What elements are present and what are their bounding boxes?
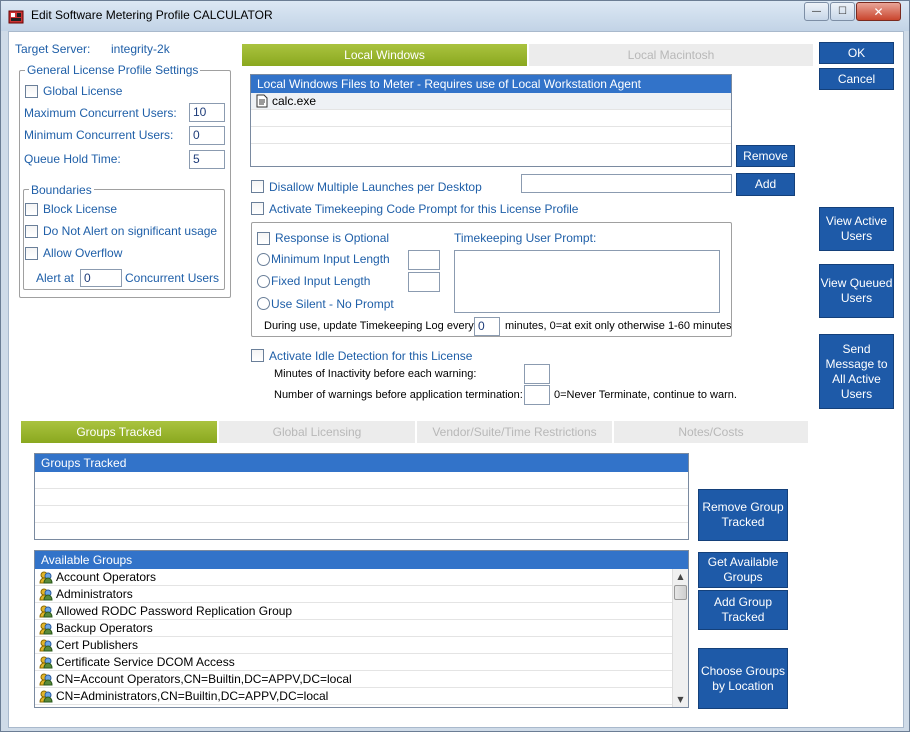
tab-groups-tracked[interactable]: Groups Tracked [21,421,217,443]
min-input-label: Minimum Input Length [271,252,390,266]
response-optional-label: Response is Optional [275,231,390,245]
activate-timekeeping-checkbox[interactable] [251,202,264,215]
group-icon [39,655,53,669]
document-icon [255,94,269,108]
disallow-multiple-checkbox[interactable] [251,180,264,193]
block-license-checkbox[interactable] [25,203,38,216]
list-item [35,506,688,523]
list-item[interactable] [35,637,672,654]
group-name: CN=Account Operators,CN=Builtin,DC=APPV,DC=local [56,672,352,686]
user-prompt-textarea[interactable] [454,250,720,313]
available-groups-scrollbar[interactable] [672,569,688,707]
queue-hold-input[interactable]: 5 [189,150,225,169]
list-item[interactable] [35,620,672,637]
group-name: Administrators [56,587,133,601]
tab-local-windows[interactable]: Local Windows [242,44,527,66]
ok-button[interactable]: OK [819,42,894,64]
list-item[interactable] [35,603,672,620]
remove-file-button[interactable]: Remove [736,145,795,167]
get-available-groups-button[interactable]: Get Available Groups [698,552,788,588]
queue-hold-label: Queue Hold Time: [24,152,121,166]
group-icon [39,604,53,618]
allow-overflow-label: Allow Overflow [43,246,123,260]
add-group-tracked-button[interactable]: Add Group Tracked [698,590,788,630]
fixed-input-field[interactable] [408,272,440,292]
groups-tracked-header: Groups Tracked [35,454,688,472]
maximize-icon: ☐ [838,6,847,17]
remove-group-tracked-button[interactable]: Remove Group Tracked [698,489,788,541]
group-name: Allowed RODC Password Replication Group [56,604,293,618]
list-item [35,523,688,540]
warnings-count-input[interactable] [524,385,550,405]
view-active-users-button[interactable]: View Active Users [819,207,894,251]
alert-at-input[interactable]: 0 [80,269,122,287]
file-name: calc.exe [272,94,317,108]
update-log-input[interactable]: 0 [474,317,500,336]
max-users-label: Maximum Concurrent Users: [24,106,177,120]
list-item[interactable] [35,671,672,688]
do-not-alert-checkbox[interactable] [25,225,38,238]
activate-idle-label: Activate Idle Detection for this License [269,349,473,363]
tab-local-macintosh[interactable]: Local Macintosh [529,44,813,66]
group-icon [39,672,53,686]
warnings-note: 0=Never Terminate, continue to warn. [554,389,737,401]
group-name: Certificate Service DCOM Access [56,655,235,669]
list-item [35,489,688,506]
do-not-alert-label: Do Not Alert on significant usage [43,224,218,238]
activate-timekeeping-label: Activate Timekeeping Code Prompt for this License Profile [269,202,579,216]
boundaries-legend: Boundaries [31,183,92,197]
response-optional-checkbox[interactable] [257,232,270,245]
disallow-multiple-label: Disallow Multiple Launches per Desktop [269,180,482,194]
close-icon: ✕ [873,4,884,19]
list-item[interactable] [35,586,672,603]
available-groups-header: Available Groups [35,551,688,569]
title-bar [1,1,909,31]
group-icon [39,689,53,703]
cancel-button[interactable]: Cancel [819,68,894,90]
files-list [250,74,732,167]
use-silent-radio[interactable] [257,297,270,310]
update-log-prefix: During use, update Timekeeping Log every [264,320,474,332]
list-item[interactable] [35,654,672,671]
close-button[interactable] [856,2,901,21]
alert-at-suffix: Concurrent Users [125,271,220,285]
group-icon [39,638,53,652]
global-license-checkbox[interactable] [25,85,38,98]
window-title: Edit Software Metering Profile CALCULATOR [31,8,273,22]
target-server-label: Target Server: [15,42,91,56]
app-icon [8,8,24,24]
alert-at-label: Alert at [36,271,75,285]
minimize-icon: — [811,6,822,17]
min-users-label: Minimum Concurrent Users: [24,128,174,142]
available-groups-list [34,550,689,708]
min-users-input[interactable]: 0 [189,126,225,145]
fixed-input-label: Fixed Input Length [271,274,371,288]
allow-overflow-checkbox[interactable] [25,247,38,260]
list-item[interactable] [251,93,731,110]
block-license-label: Block License [43,202,118,216]
files-list-header: Local Windows Files to Meter - Requires use of Local Workstation Agent [251,75,731,93]
group-icon [39,570,53,584]
view-queued-users-button[interactable]: View Queued Users [819,264,894,318]
add-file-input[interactable] [521,174,732,193]
group-icon [39,621,53,635]
groups-tracked-list [34,453,689,540]
warnings-count-label: Number of warnings before application termination: [274,389,523,401]
maximize-button[interactable] [830,2,855,21]
tab-notes-costs[interactable]: Notes/Costs [614,421,808,443]
update-log-suffix: minutes, 0=at exit only otherwise 1-60 minutes [505,320,732,332]
fixed-input-radio[interactable] [257,275,270,288]
target-server-value: integrity-2k [111,42,170,56]
min-input-radio[interactable] [257,253,270,266]
general-settings-legend: General License Profile Settings [27,63,199,77]
group-name: Backup Operators [56,621,153,635]
send-message-button[interactable]: Send Message to All Active Users [819,334,894,409]
choose-groups-by-location-button[interactable]: Choose Groups by Location [698,648,788,709]
scroll-thumb[interactable] [674,585,687,600]
list-item[interactable] [35,688,672,705]
dialog-body [8,31,904,728]
list-item [251,127,731,144]
activate-idle-checkbox[interactable] [251,349,264,362]
minimize-button[interactable] [804,2,829,21]
use-silent-label: Use Silent - No Prompt [271,297,394,311]
min-input-field[interactable] [408,250,440,270]
tab-vendor-restrictions[interactable]: Vendor/Suite/Time Restrictions [417,421,612,443]
group-name: Cert Publishers [56,638,139,652]
global-license-label: Global License [43,84,123,98]
scroll-down-icon[interactable]: ▼ [677,695,684,704]
group-name: Account Operators [56,570,157,584]
scroll-up-icon[interactable]: ▲ [677,572,684,581]
group-name: CN=Administrators,CN=Builtin,DC=APPV,DC=local [56,689,329,703]
max-users-input[interactable]: 10 [189,103,225,122]
add-file-button[interactable]: Add [736,173,795,196]
user-prompt-label: Timekeeping User Prompt: [454,231,597,245]
group-icon [39,587,53,601]
list-item [35,472,688,489]
inactivity-minutes-label: Minutes of Inactivity before each warning: [274,368,477,380]
inactivity-minutes-input[interactable] [524,364,550,384]
list-item [251,110,731,127]
list-item[interactable] [35,569,672,586]
tab-global-licensing[interactable]: Global Licensing [219,421,415,443]
